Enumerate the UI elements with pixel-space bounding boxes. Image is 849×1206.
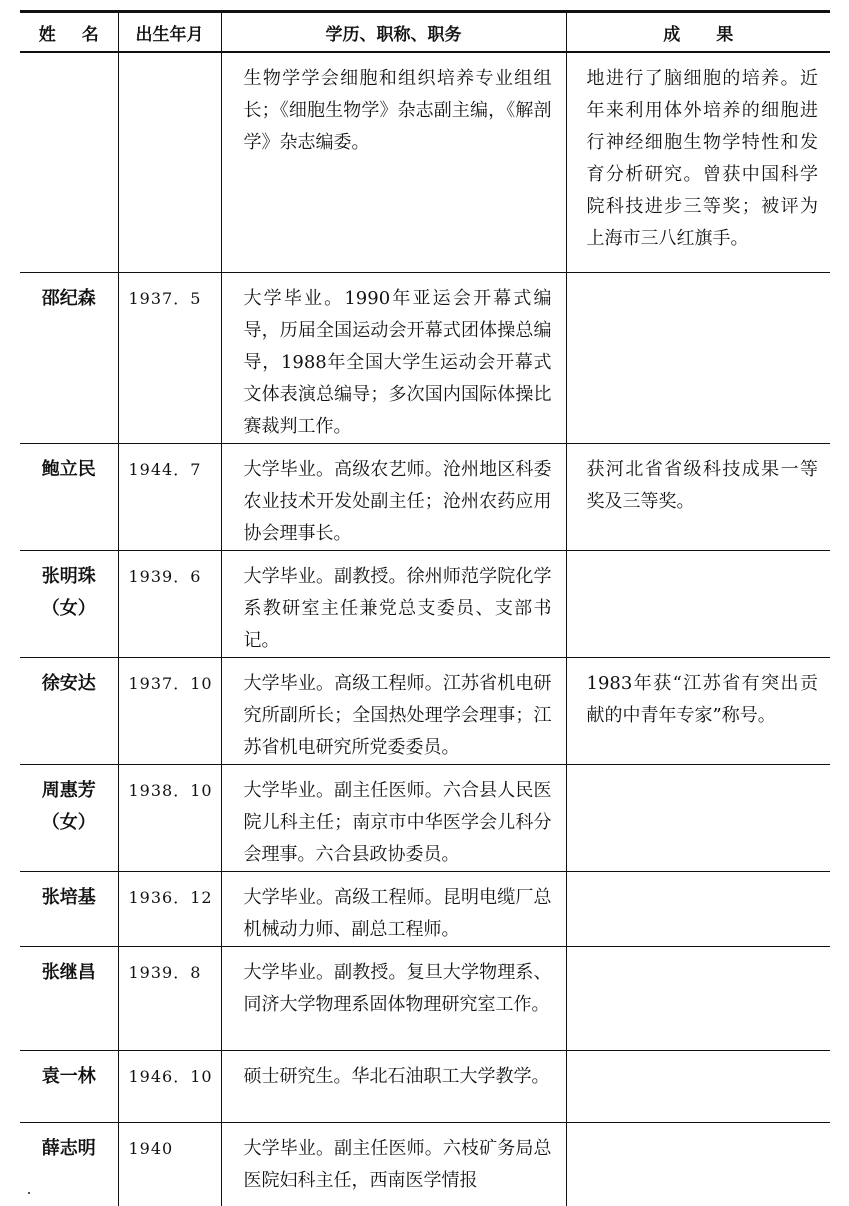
table-row bbox=[20, 871, 830, 946]
person-name: 徐安达 bbox=[20, 657, 118, 764]
person-name: 张继昌 bbox=[20, 946, 118, 1050]
education-title-position: 硕士研究生。华北石油职工大学教学。 bbox=[221, 1050, 566, 1122]
person-name: 周惠芳 （女） bbox=[20, 764, 118, 871]
header-achievements: 成果 bbox=[566, 12, 830, 53]
biography-table-page bbox=[20, 10, 830, 1206]
achievements bbox=[566, 871, 830, 946]
education-title-position: 大学毕业。副主任医师。六枝矿务局总医院妇科主任，西南医学情报 bbox=[221, 1122, 566, 1206]
education-title-position: 大学毕业。副教授。徐州师范学院化学系教研室主任兼党总支委员、支部书记。 bbox=[221, 550, 566, 657]
birth-date: 1940 bbox=[118, 1122, 221, 1206]
achievements bbox=[566, 550, 830, 657]
achievements bbox=[566, 272, 830, 443]
table-row bbox=[20, 52, 830, 272]
education-title-position: 大学毕业。高级工程师。昆明电缆厂总机械动力师、副总工程师。 bbox=[221, 871, 566, 946]
person-name: 张培基 bbox=[20, 871, 118, 946]
table-row bbox=[20, 272, 830, 443]
table-row bbox=[20, 550, 830, 657]
scan-speck bbox=[28, 1192, 30, 1194]
achievements bbox=[566, 1050, 830, 1122]
achievements bbox=[566, 764, 830, 871]
birth-date: 1937．5 bbox=[118, 272, 221, 443]
birth-date: 1944．7 bbox=[118, 443, 221, 550]
header-birth: 出生年月 bbox=[118, 12, 221, 53]
birth-date bbox=[118, 52, 221, 272]
table-row bbox=[20, 1050, 830, 1122]
birth-date: 1937．10 bbox=[118, 657, 221, 764]
person-name: 薛志明 bbox=[41, 1137, 96, 1159]
person-name: 鲍立民 bbox=[20, 443, 118, 550]
achievements: 地进行了脑细胞的培养。近年来利用体外培养的细胞进行神经细胞生物学特性和发育分析研究。曾获中国科学院科技进步三等奖；被评为上海市三八红旗手。 bbox=[566, 52, 830, 272]
person-name: 邵纪森 bbox=[20, 272, 118, 443]
achievements: 1983年获“江苏省有突出贡献的中青年专家”称号。 bbox=[566, 657, 830, 764]
table-header-row bbox=[20, 12, 830, 53]
education-title-position: 大学毕业。1990年亚运会开幕式编导，历届全国运动会开幕式团体操总编导，1988年全国大学生运动会开幕式文体表演总编导；多次国内国际体操比赛裁判工作。 bbox=[221, 272, 566, 443]
biography-table bbox=[20, 10, 830, 1206]
birth-date: 1946．10 bbox=[118, 1050, 221, 1122]
table-row bbox=[20, 1122, 830, 1206]
birth-date: 1936．12 bbox=[118, 871, 221, 946]
header-name: 姓名 bbox=[20, 12, 118, 53]
education-title-position: 大学毕业。副教授。复旦大学物理系、同济大学物理系固体物理研究室工作。 bbox=[221, 946, 566, 1050]
person-name bbox=[20, 52, 118, 272]
table-row bbox=[20, 946, 830, 1050]
birth-date: 1939．8 bbox=[118, 946, 221, 1050]
birth-date: 1939．6 bbox=[118, 550, 221, 657]
achievements bbox=[566, 1122, 830, 1206]
person-name: 袁一林 bbox=[20, 1050, 118, 1122]
achievements bbox=[566, 946, 830, 1050]
person-name: 张明珠 （女） bbox=[20, 550, 118, 657]
education-title-position: 大学毕业。高级工程师。江苏省机电研究所副所长；全国热处理学会理事；江苏省机电研究所党委委员。 bbox=[221, 657, 566, 764]
education-title-position: 大学毕业。副主任医师。六合县人民医院儿科主任；南京市中华医学会儿科分会理事。六合县政协委员。 bbox=[221, 764, 566, 871]
table-row bbox=[20, 443, 830, 550]
table-row bbox=[20, 764, 830, 871]
table-row bbox=[20, 657, 830, 764]
birth-date: 1938．10 bbox=[118, 764, 221, 871]
achievements: 获河北省省级科技成果一等奖及三等奖。 bbox=[566, 443, 830, 550]
header-education: 学历、职称、职务 bbox=[221, 12, 566, 53]
education-title-position: 生物学学会细胞和组织培养专业组组长；《细胞生物学》杂志副主编，《解剖学》杂志编委。 bbox=[221, 52, 566, 272]
education-title-position: 大学毕业。高级农艺师。沧州地区科委农业技术开发处副主任；沧州农药应用协会理事长。 bbox=[221, 443, 566, 550]
